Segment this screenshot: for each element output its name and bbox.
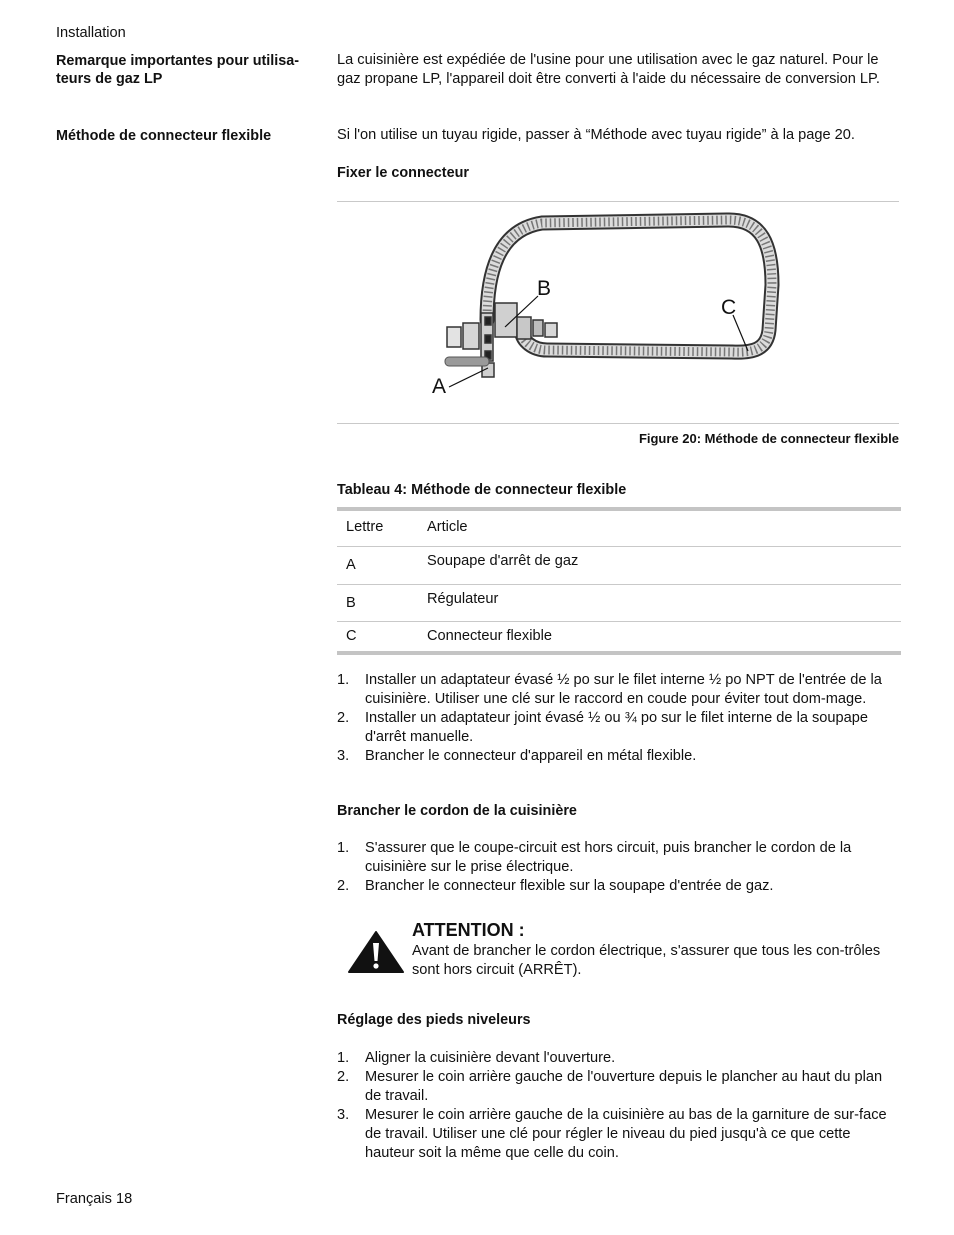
table-header-article: Article (427, 519, 468, 535)
lp-note-text: La cuisinière est expédiée de l'usine pour une utilisation avec le gaz naturel. Pour le gaz propane LP, l'appareil doit être converti à l'aide du nécessaire de conversion LP. (337, 52, 880, 87)
callout-c: C (721, 296, 737, 319)
lp-note-label-line-1: Remarque importantes pour utilisa- (56, 53, 300, 69)
valve-handle (445, 357, 489, 366)
flex-connector-figure (337, 205, 899, 420)
list-item: 1. Aligner la cuisinière devant l'ouverture. (337, 1050, 616, 1066)
callout-a: A (432, 375, 447, 398)
attention-title: ATTENTION : (412, 920, 525, 940)
table-top-rule (337, 507, 901, 511)
figure-caption: Figure 20: Méthode de connecteur flexible (638, 431, 899, 446)
figure-top-rule (337, 201, 899, 202)
cord-heading: Brancher le cordon de la cuisinière (337, 803, 577, 819)
warning-triangle-icon (347, 930, 405, 974)
table-cell-letter: B (346, 595, 356, 611)
attach-steps-list (337, 671, 901, 766)
attach-heading: Fixer le connecteur (337, 165, 469, 181)
list-item: 2. Installer un adaptateur joint évasé ½ ou ¾ po sur le filet interne de la soupape d'arrêt manuelle. (337, 710, 869, 745)
page-footer: Français 18 (56, 1191, 133, 1207)
callout-b: B (537, 277, 552, 300)
table-cell-letter: A (346, 557, 356, 573)
list-item: 2. Mesurer le coin arrière gauche de l'ouverture depuis le plancher au haut du plan de travail. (337, 1069, 883, 1104)
table-header-letter: Lettre (346, 519, 384, 535)
leveling-heading: Réglage des pieds niveleurs (337, 1012, 531, 1028)
running-header: Installation (56, 25, 126, 41)
figure-bottom-rule (337, 423, 899, 424)
leveling-steps-list (337, 1049, 901, 1163)
table-rule (337, 546, 901, 547)
table-cell-letter: C (346, 628, 357, 644)
attention-text: Avant de brancher le cordon électrique, s'assurer que tous les con-trôles sont hors circuit (ARRÊT). (412, 943, 881, 978)
lp-note-label-line-2: teurs de gaz LP (56, 71, 163, 87)
list-item: 3. Brancher le connecteur d'appareil en métal flexible. (337, 748, 697, 764)
table-title: Tableau 4: Méthode de connecteur flexible (337, 482, 627, 498)
cord-steps-list (337, 839, 901, 896)
flex-method-text: Si l'on utilise un tuyau rigide, passer à “Méthode avec tuyau rigide” à la page 20. (337, 127, 855, 143)
table-cell-article: Soupape d'arrêt de gaz (427, 553, 579, 569)
table-bottom-rule (337, 651, 901, 655)
lp-note-label (56, 52, 326, 88)
list-item: 1. S'assurer que le coupe-circuit est hors circuit, puis brancher le cordon de la cuisinière sur le prise électrique. (337, 840, 852, 875)
flex-method-label: Méthode de connecteur flexible (56, 128, 272, 144)
table-cell-article: Connecteur flexible (427, 628, 552, 644)
list-item: 1. Installer un adaptateur évasé ½ po sur le filet interne ½ po NPT de l'entrée de la cuisinière. Utiliser une clé sur le raccord en coude pour éviter tout dom-mage. (337, 672, 882, 707)
list-item: 3. Mesurer le coin arrière gauche de la cuisinière au bas de la garniture de sur-face de travail. Utiliser une clé pour régler le niveau du pied jusqu'à ce que cette hauteur soit la même que celle du coin. (337, 1107, 887, 1161)
table-rule (337, 621, 901, 622)
table-rule (337, 584, 901, 585)
table-cell-article: Régulateur (427, 591, 499, 607)
list-item: 2. Brancher le connecteur flexible sur la soupape d'entrée de gaz. (337, 878, 774, 894)
